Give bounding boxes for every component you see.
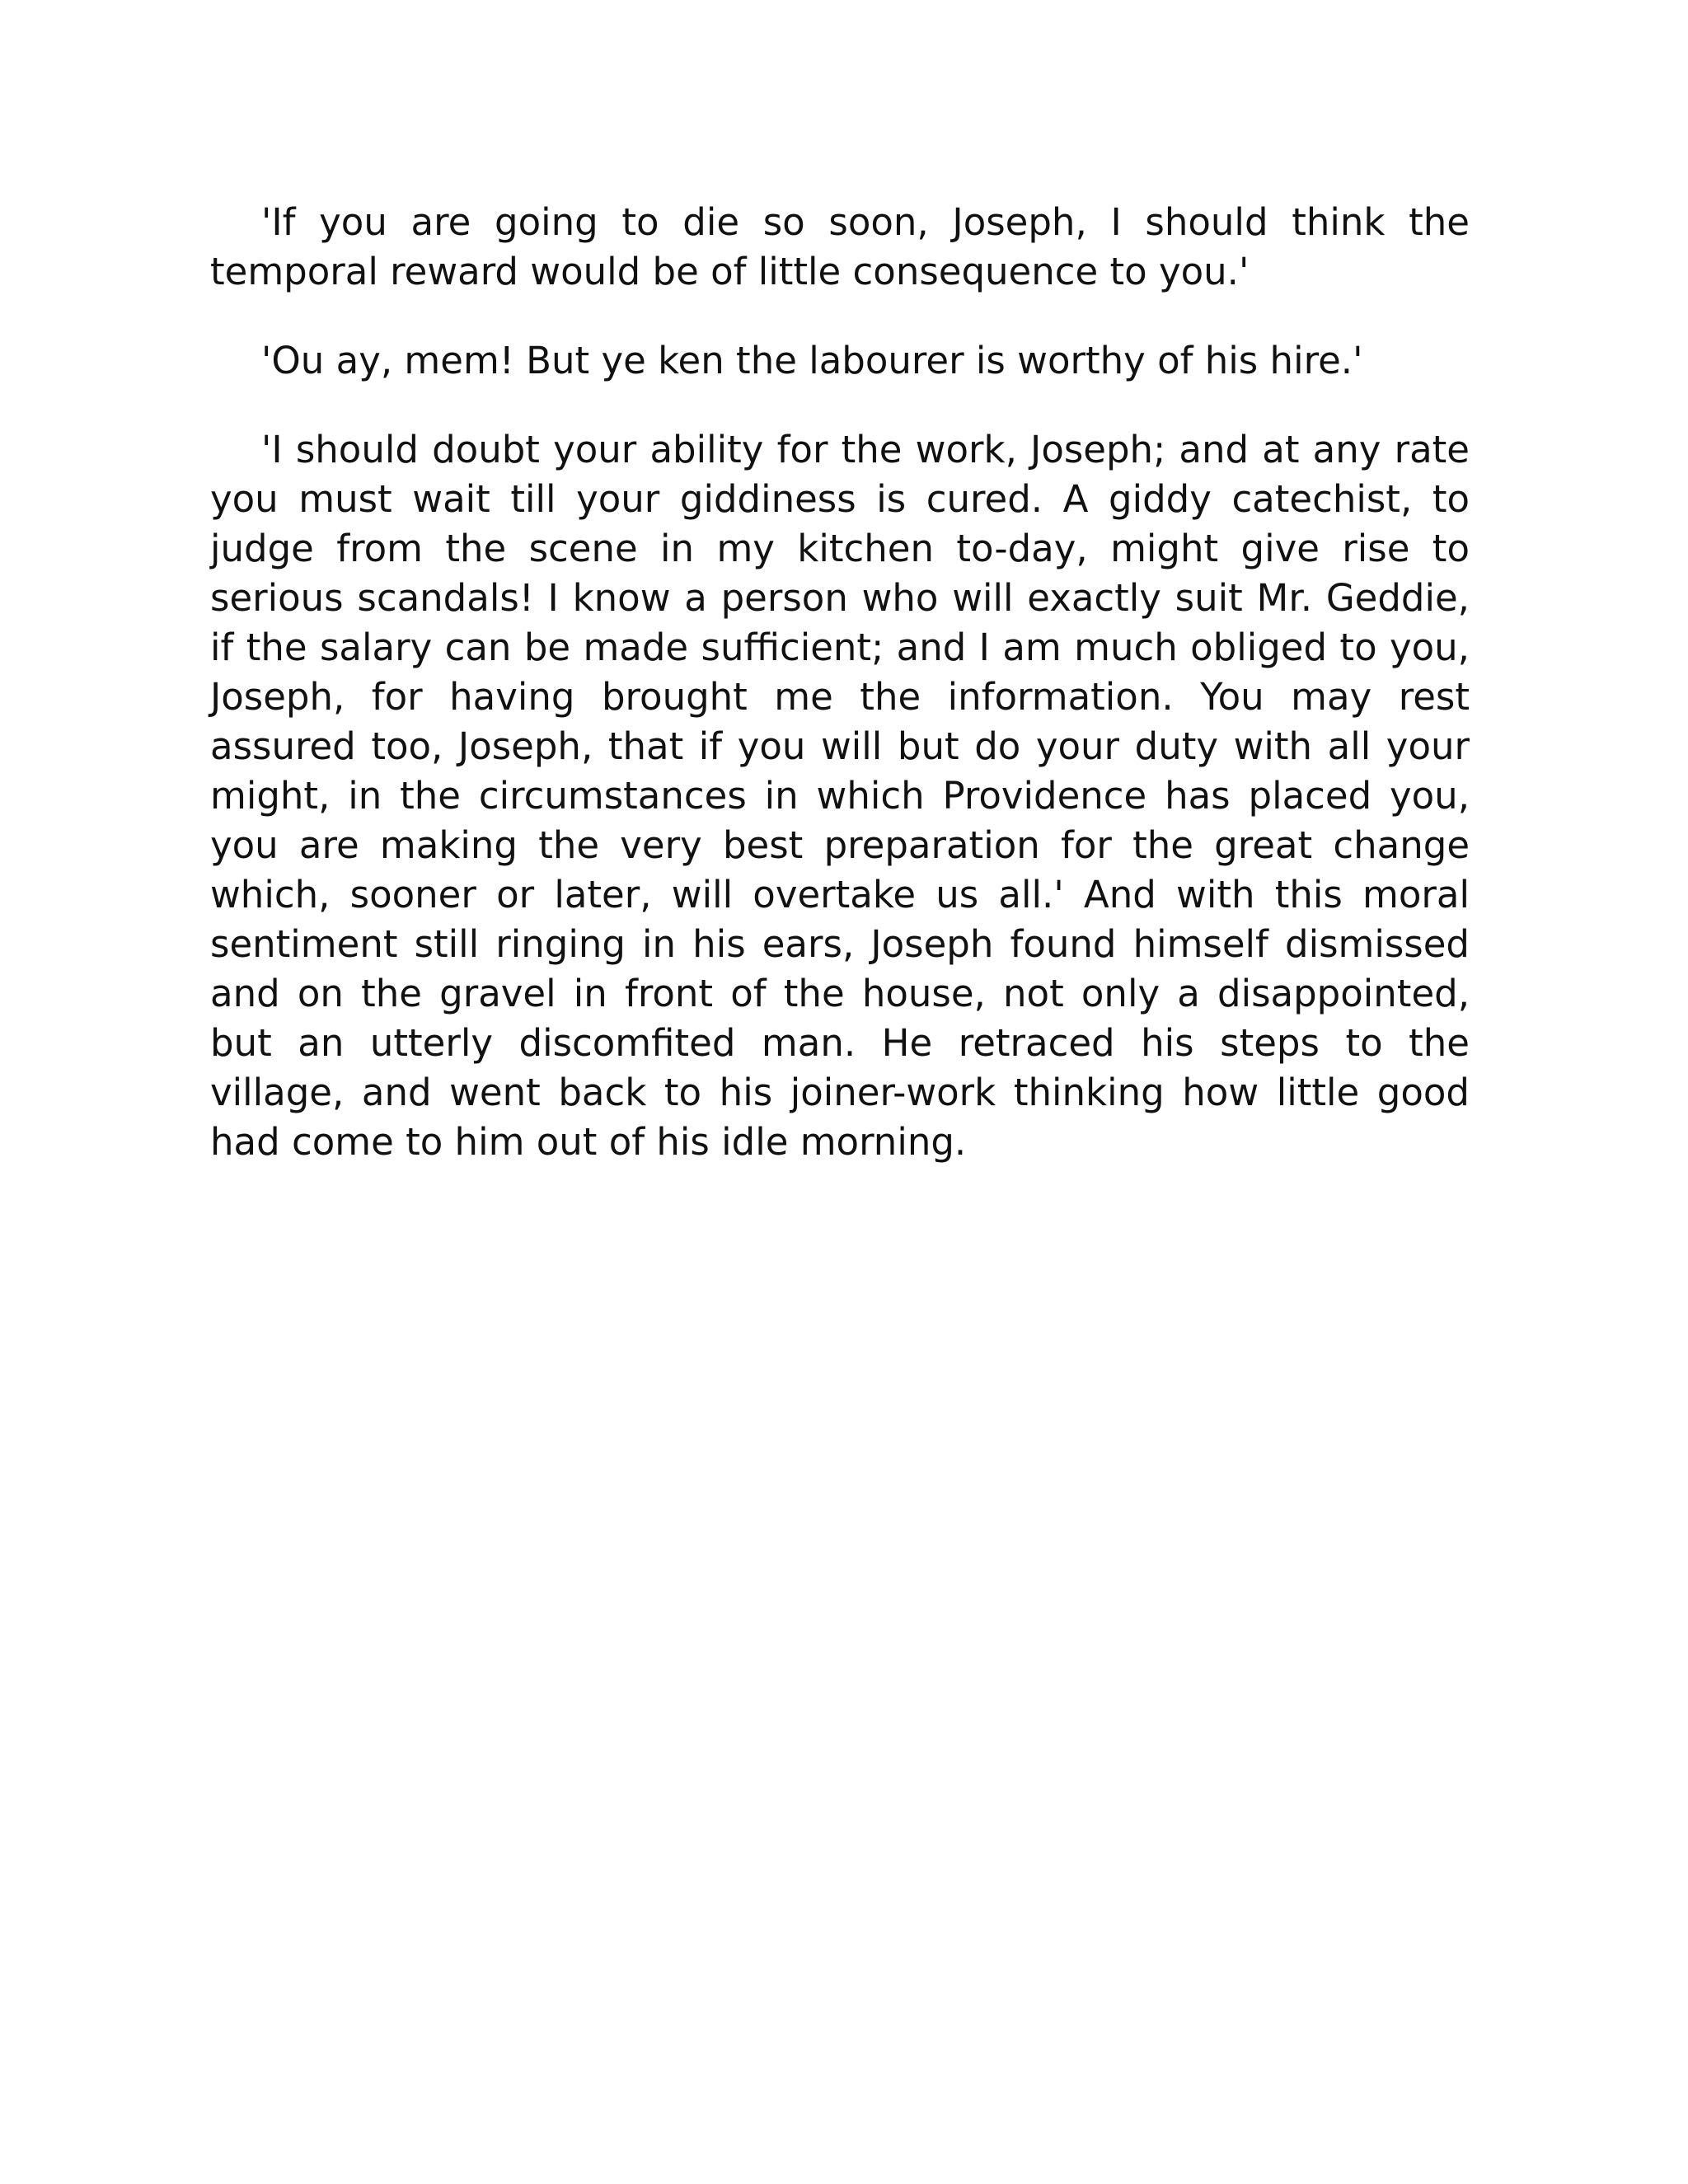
paragraph-3: 'I should doubt your ability for the work, Joseph; and at any rate you must wait till your giddiness is cured. A giddy catechist, to judge from the scene in my kitchen to-day, might give rise to serious scandals! I know a person who will exactly suit Mr. Geddie, if the salary can be made sufficient; and I am much obliged to you, Joseph, for having brought me the information. You may rest assured too, Joseph, that if you will but do your duty with all your might, in the circumstances in which Providence has placed you, you are making the very best preparation for the great change which, sooner or later, will overtake us all.' And with this moral sentiment still ringing in his ears, Joseph found himself dismissed and on the gravel in front of the house, not only a disappointed, but an utterly discomfited man. He retraced his steps to the village, and went back to his joiner-work thinking how little good had come to him out of his idle morning. xyxy=(210,428,1470,1164)
paragraph-2: 'Ou ay, mem! But ye ken the labourer is worthy of his hire.' xyxy=(261,339,1363,382)
paragraph-1: 'If you are going to die so soon, Joseph, I should think the temporal reward would be of little consequence to you.' xyxy=(210,200,1470,293)
document-body xyxy=(210,198,1470,1207)
